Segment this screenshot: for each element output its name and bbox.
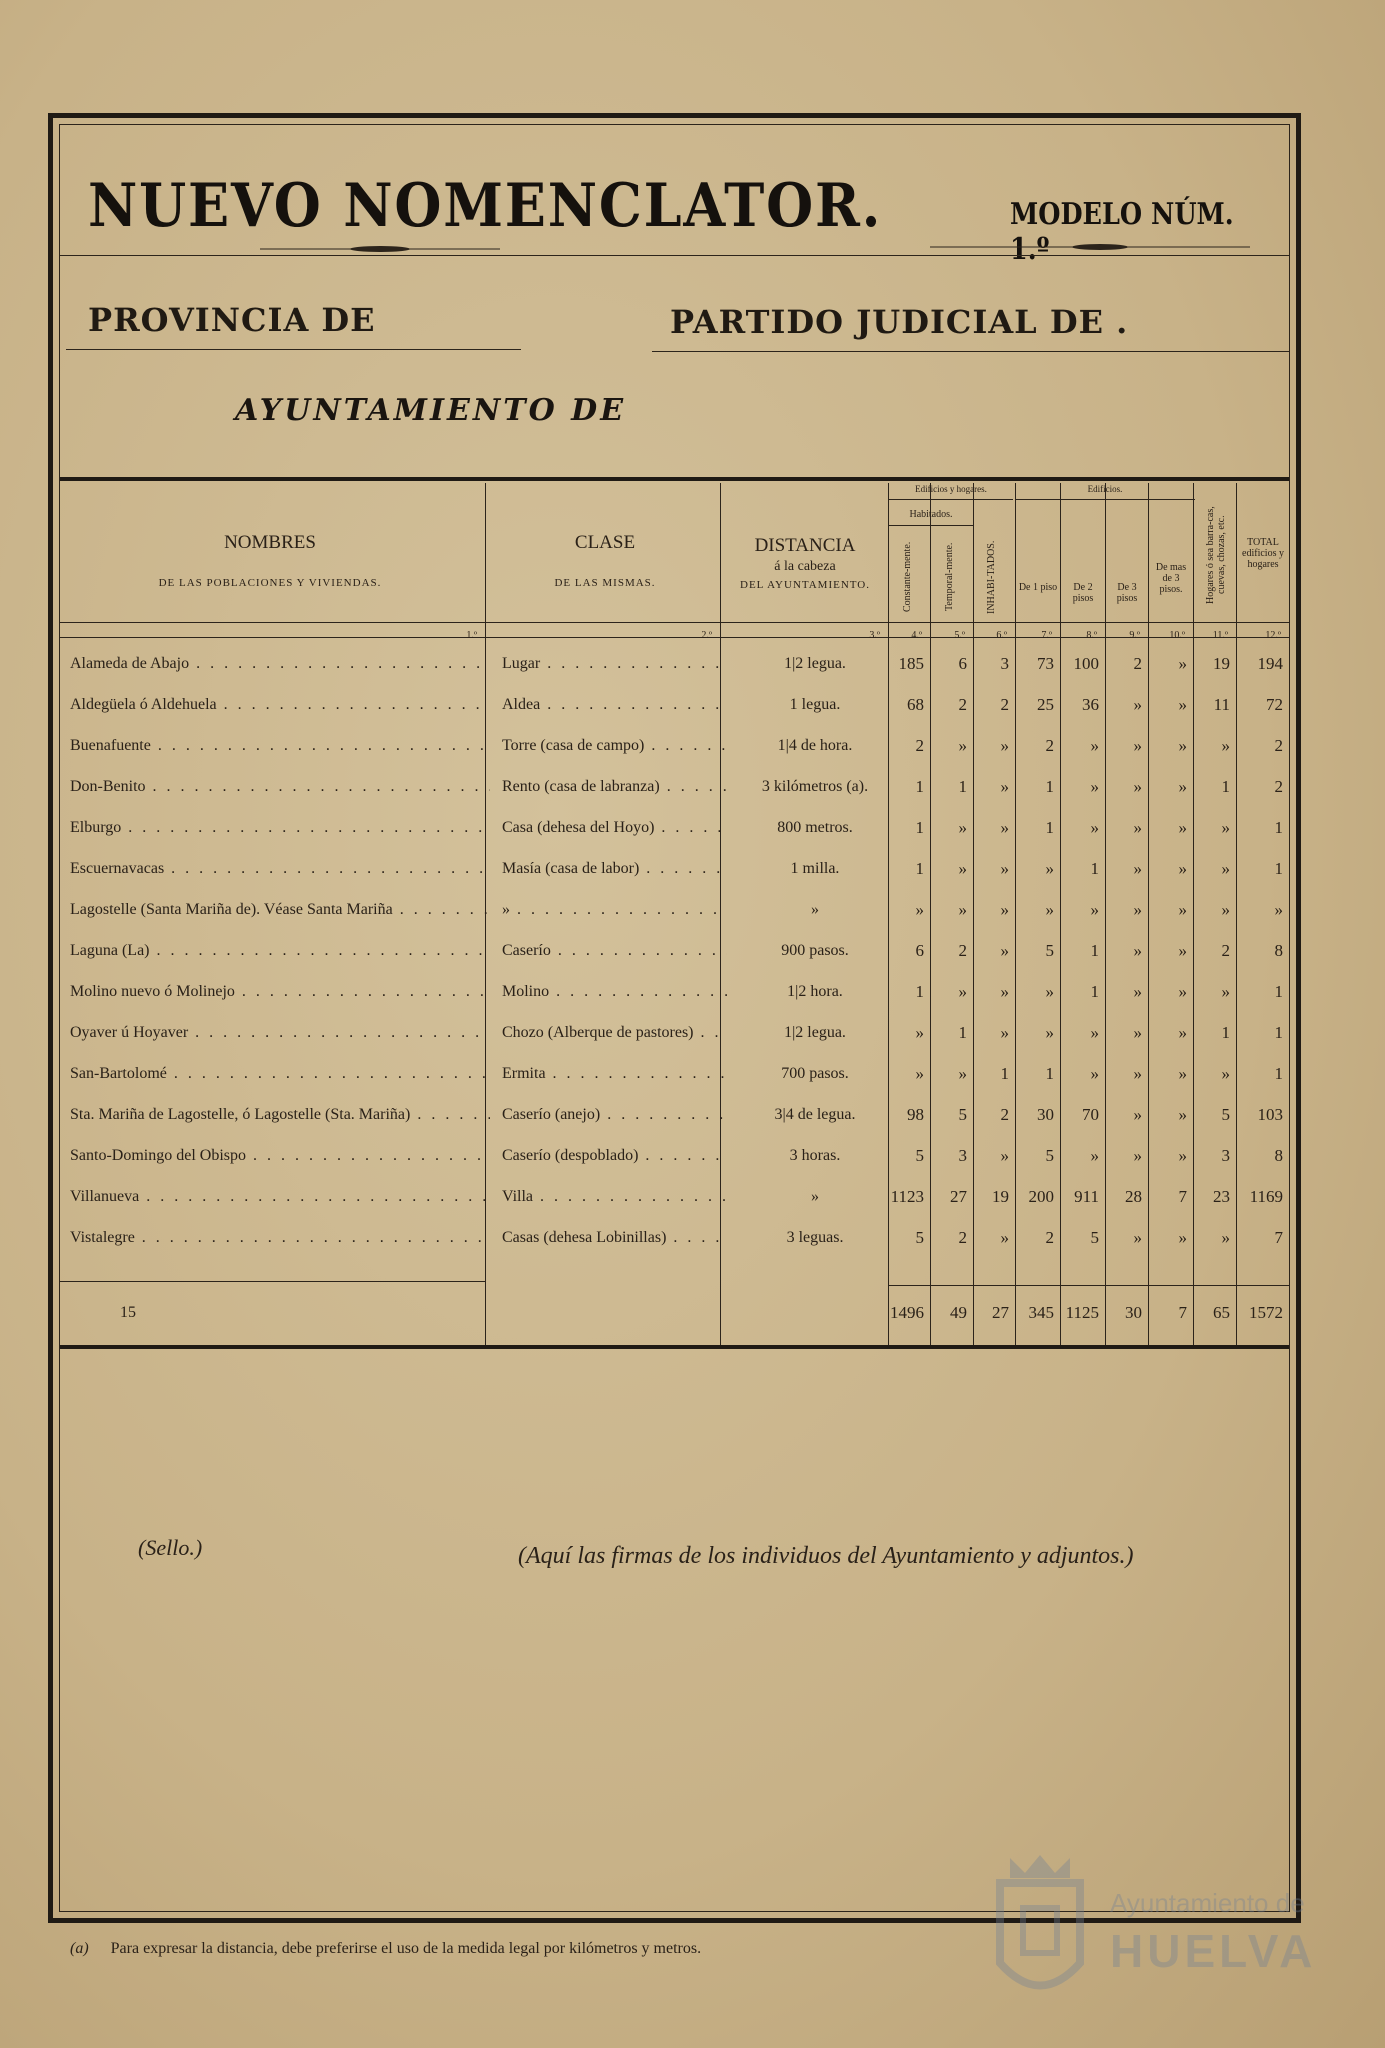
numeric-cell: » [1178,1228,1187,1247]
poblacion-clase: Torre (casa de campo) . . . [502,725,727,766]
footnote [70,1940,701,1958]
numeric-cell: 1 [958,1023,967,1042]
numeric-cell: » [958,982,967,1001]
poblacion-distancia: 3 kilómetros (a). [761,778,869,795]
column-number: 4.º [911,630,922,641]
column-number: 6.º [996,630,1007,641]
total-cell: 7 [1178,1303,1187,1322]
footnote-mark: (a) [70,1940,89,1957]
edificios-rule [1015,499,1195,500]
table-row [60,766,1289,807]
table-row [60,643,1289,684]
document-title: NUEVO NOMENCLATOR. [88,171,883,241]
partido-label: PARTIDO JUDICIAL DE . [670,303,1129,341]
totals-row [60,1292,1289,1333]
numeric-cell: 1 [1221,1023,1230,1042]
numeric-cell: 1 [1274,1064,1283,1083]
numeric-cell: » [1045,859,1054,878]
numeric-cell: 3 [1221,1146,1230,1165]
numeric-cell: » [1178,777,1187,796]
partido-rule [652,351,1289,352]
numeric-cell: » [1133,1146,1142,1165]
table-row [60,930,1289,971]
poblacion-distancia: 700 pasos. [781,1065,849,1082]
total-header: TOTAL edificios y hogares [1242,537,1284,570]
numeric-cell: 911 [1074,1187,1099,1206]
numeric-cell: 1 [1045,777,1054,796]
numeric-cell: » [1000,1228,1009,1247]
poblacion-distancia: 1|2 legua. [784,1024,846,1041]
numeric-cell: » [1133,982,1142,1001]
poblacion-name: Buenafuente . . . [70,725,490,766]
de-1-piso-header: De 1 piso [1018,582,1058,593]
numeric-cell: 185 [898,654,924,673]
poblacion-clase: Chozo (Alberque de pastores) . . . [502,1012,727,1053]
numeric-cell: » [1221,1228,1230,1247]
poblacion-name: Don-Benito . . . [70,766,490,807]
numeric-cell: 1 [1274,859,1283,878]
poblacion-distancia: 3|4 de legua. [774,1106,856,1123]
table-row [60,1135,1289,1176]
poblacion-clase: Casa (dehesa del Hoyo) . . . [502,807,727,848]
total-count: 15 [120,1304,136,1321]
numeric-cell: » [1090,900,1099,919]
poblacion-name: Elburgo . . . [70,807,490,848]
numeric-cell: » [1000,982,1009,1001]
table-bottom-rule [60,1345,1289,1349]
table-row [60,1094,1289,1135]
table-row [60,1176,1289,1217]
numeric-cell: » [915,900,924,919]
numeric-cell: 25 [1037,695,1054,714]
numeric-cell: 27 [950,1187,967,1206]
numeric-cell: » [1090,818,1099,837]
names-total-rule [60,1281,485,1282]
poblacion-name: Escuernavacas . . . [70,848,490,889]
poblacion-distancia: » [811,901,819,918]
numeric-cell: 2 [1221,941,1230,960]
numeric-cell: » [1274,900,1283,919]
column-number: 3.º [869,630,880,641]
watermark-line1: Ayuntamiento de [1110,1888,1305,1918]
total-cell: 30 [1125,1303,1142,1322]
numeric-cell: » [1133,941,1142,960]
nombres-subheader: DE LAS POBLACIONES Y VIVIENDAS. [158,577,382,589]
numeric-cell: » [1090,1023,1099,1042]
numeric-cell: 68 [907,695,924,714]
numeric-cell: 6 [958,654,967,673]
poblacion-distancia: » [811,1188,819,1205]
table-row [60,889,1289,930]
numeric-cell: » [1090,1064,1099,1083]
numeric-cell: » [1133,818,1142,837]
table-row [60,807,1289,848]
numeric-cell: » [1000,900,1009,919]
numbers-total-rule [888,1285,1289,1286]
modelo-flourish [930,243,1250,251]
numeric-cell: 2 [1133,654,1142,673]
footnote-text: Para expresar la distancia, debe preferirse el uso de la medida legal por kilómetros y metros. [110,1940,702,1957]
numeric-cell: 98 [907,1105,924,1124]
numeric-cell: » [1133,859,1142,878]
numeric-cell: » [1133,1105,1142,1124]
numeric-cell: » [1045,900,1054,919]
header-rule [60,255,1289,256]
numeric-cell: » [1000,777,1009,796]
numeric-cell: 1 [1045,1064,1054,1083]
numeric-cell: » [1178,654,1187,673]
numeric-cell: 1 [1274,1023,1283,1042]
numeric-cell: » [1000,1146,1009,1165]
total-cell: 1496 [890,1303,924,1322]
numeric-cell: » [915,1023,924,1042]
numeric-cell: » [1178,818,1187,837]
numeric-cell: 1 [1090,941,1099,960]
numeric-cell: 1169 [1249,1187,1283,1206]
numeric-cell: » [1221,1064,1230,1083]
poblacion-clase: Aldea . . . [502,684,727,725]
poblacion-name: Lagostelle (Santa Mariña de). Véase Santa Mariña . . . [70,889,490,930]
column-number: 8.º [1086,630,1097,641]
numeric-cell: 19 [1213,654,1230,673]
sello-label: (Sello.) [138,1535,203,1560]
nomenclator-table [60,477,1289,1347]
numeric-cell: » [1133,1064,1142,1083]
poblacion-distancia: 3 horas. [789,1147,841,1164]
de-2-pisos-header: De 2 pisos [1072,582,1094,604]
numeric-cell: 194 [1257,654,1283,673]
numeric-cell: 200 [1028,1187,1054,1206]
ayuntamiento-label: AYUNTAMIENTO DE [235,393,627,428]
numeric-cell: » [1045,1023,1054,1042]
poblacion-clase: Molino . . . [502,971,727,1012]
numeric-cell: 8 [1274,1146,1283,1165]
numeric-cell: 1 [1090,982,1099,1001]
provincia-label: PROVINCIA DE [88,301,376,339]
numeric-cell: » [958,736,967,755]
poblacion-name: Oyaver ú Hoyaver . . . [70,1012,490,1053]
poblacion-distancia: 3 leguas. [786,1229,844,1246]
numeric-cell: 1 [1000,1064,1009,1083]
numeric-cell: 1 [958,777,967,796]
modelo-number: MODELO NÚM. 1.º [1010,197,1234,267]
poblacion-clase: Villa . . . [502,1176,727,1217]
numeric-cell: 28 [1125,1187,1142,1206]
numeric-cell: 2 [1274,736,1283,755]
poblacion-name: Vistalegre . . . [70,1217,490,1258]
numeric-cell: 23 [1213,1187,1230,1206]
numeric-cell: 2 [1000,695,1009,714]
numeric-cell: » [1178,1146,1187,1165]
poblacion-clase: Rento (casa de labranza) . . . [502,766,727,807]
numeric-cell: 2 [1274,777,1283,796]
total-cell: 1572 [1249,1303,1283,1322]
table-row [60,848,1289,889]
constantemente-header: Constante-mente. [902,541,913,613]
numeric-cell: » [958,1064,967,1083]
numeric-cell: 7 [1274,1228,1283,1247]
hogares-barracas-header: Hogares ó sea barra-cas, cuevas, chozas, etc. [1205,506,1227,604]
poblacion-name: Alameda de Abajo . . . [70,643,490,684]
numeric-cell: 1 [915,818,924,837]
numeric-cell: 1 [1274,818,1283,837]
distancia-header: DISTANCIA [754,535,856,556]
numeric-cell: 1123 [890,1187,924,1206]
numeric-cell: » [1000,859,1009,878]
numeric-cell: » [1221,982,1230,1001]
clase-header: CLASE [574,532,636,553]
poblacion-name: Molino nuevo ó Molinejo . . . [70,971,490,1012]
numeric-cell: » [1133,1228,1142,1247]
numeric-cell: 11 [1213,695,1230,714]
numeric-cell: » [1090,777,1099,796]
numeric-cell: 6 [915,941,924,960]
column-number: 2.º [701,630,712,641]
provincia-rule [66,349,521,350]
numeric-cell: 1 [915,777,924,796]
poblacion-distancia: 1|4 de hora. [777,737,853,754]
poblacion-distancia: 800 metros. [777,819,853,836]
poblacion-distancia: 1|2 hora. [787,983,843,1000]
numeric-cell: » [1090,1146,1099,1165]
numeric-cell: 5 [915,1146,924,1165]
poblacion-distancia: 900 pasos. [781,942,849,959]
table-row [60,1053,1289,1094]
numeric-cell: 2 [1000,1105,1009,1124]
numeric-cell: 3 [958,1146,967,1165]
form-inner-border [59,124,1290,1912]
watermark [975,1848,1315,2018]
numeric-cell: 2 [1045,736,1054,755]
poblacion-clase: » . . . [502,889,727,930]
numeric-cell: 5 [915,1228,924,1247]
coat-of-arms-icon [985,1853,1095,2013]
numeric-cell: » [1178,900,1187,919]
numeric-cell: 1 [1221,777,1230,796]
numeric-cell: 2 [958,1228,967,1247]
numeric-cell: » [1221,736,1230,755]
numeric-cell: » [1178,941,1187,960]
numeric-cell: 5 [958,1105,967,1124]
numeric-cell: » [1000,1023,1009,1042]
numeric-cell: 5 [1045,1146,1054,1165]
numeric-cell: » [958,900,967,919]
table-top-rule [60,477,1289,481]
inhabitados-header: INHABI-TADOS. [986,540,997,614]
clase-subheader: DE LAS MISMAS. [554,577,656,589]
numeric-cell: 103 [1257,1105,1283,1124]
table-row [60,1217,1289,1258]
poblacion-clase: Masía (casa de labor) . . . [502,848,727,889]
column-number: 12.º [1265,630,1281,641]
header-bottom-rule [60,622,1289,623]
numeric-cell: » [1045,982,1054,1001]
numeric-cell: 5 [1221,1105,1230,1124]
numeric-cell: 2 [915,736,924,755]
table-row [60,725,1289,766]
numeric-cell: 3 [1000,654,1009,673]
poblacion-clase: Caserío (anejo) . . . [502,1094,727,1135]
numeric-cell: » [958,859,967,878]
numeric-cell: » [1178,1023,1187,1042]
numeric-cell: » [1178,1064,1187,1083]
numeric-cell: » [1000,818,1009,837]
poblacion-distancia: 1|2 legua. [784,655,846,672]
edificios-hogares-rule [888,499,1013,500]
numeric-cell: 5 [1045,941,1054,960]
poblacion-clase: Lugar . . . [502,643,727,684]
numeric-cell: 70 [1082,1105,1099,1124]
numeric-cell: » [1133,736,1142,755]
numeric-cell: » [1178,982,1187,1001]
poblacion-distancia: 1 milla. [790,860,840,877]
poblacion-name: Aldegüela ó Aldehuela . . . [70,684,490,725]
column-number: 1.º [466,630,477,641]
poblacion-name: Villanueva . . . [70,1176,490,1217]
total-cell: 345 [1028,1303,1054,1322]
form-frame [48,113,1301,1923]
habitados-rule [888,525,973,526]
poblacion-clase: Casas (dehesa Lobinillas) . . . [502,1217,727,1258]
total-cell: 27 [992,1303,1009,1322]
poblacion-clase: Ermita . . . [502,1053,727,1094]
column-number: 7.º [1041,630,1052,641]
numeric-cell: » [1178,695,1187,714]
numeric-cell: » [1133,1023,1142,1042]
numeric-cell: » [1178,736,1187,755]
firmas-label: (Aquí las firmas de los individuos del Ayuntamiento y adjuntos.) [518,1543,1134,1569]
edificios-hogares-header: Edificios y hogares. [915,484,987,494]
numeric-cell: » [958,818,967,837]
numeric-cell: » [1133,900,1142,919]
total-cell: 49 [950,1303,967,1322]
poblacion-distancia: 1 legua. [789,696,841,713]
numeric-cell: 36 [1082,695,1099,714]
numeric-cell: » [1178,1105,1187,1124]
de-mas-de-3-header: De mas de 3 pisos. [1155,562,1187,595]
numeric-cell: 7 [1178,1187,1187,1206]
watermark-line2: HUELVA [1110,1925,1317,1977]
numeric-cell: » [1178,859,1187,878]
nombres-header: NOMBRES [224,532,316,553]
numeric-cell: » [1133,777,1142,796]
numeric-cell: » [1221,818,1230,837]
de-3-pisos-header: De 3 pisos [1116,582,1138,604]
numeric-cell: 1 [1274,982,1283,1001]
numeric-cell: 2 [1045,1228,1054,1247]
table-row [60,684,1289,725]
distancia-subheader-1: á la cabeza [774,559,836,574]
edificios-header: Edificios. [1087,484,1123,494]
numeric-cell: 1 [1090,859,1099,878]
habitados-header: Habitados. [909,509,953,520]
numeric-cell: 30 [1037,1105,1054,1124]
poblacion-clase: Caserío . . . [502,930,727,971]
temporalmente-header: Temporal-mente. [944,542,955,612]
numeric-cell: » [1000,736,1009,755]
title-flourish [260,245,500,253]
column-number: 10.º [1169,630,1185,641]
poblacion-name: San-Bartolomé . . . [70,1053,490,1094]
numeric-cell: 73 [1037,654,1054,673]
numeric-cell: 1 [1045,818,1054,837]
numeric-cell: 2 [958,941,967,960]
numeric-cell: » [1221,859,1230,878]
column-number: 5.º [954,630,965,641]
numeric-cell: 1 [915,982,924,1001]
table-row [60,971,1289,1012]
poblacion-name: Santo-Domingo del Obispo . . . [70,1135,490,1176]
numeric-cell: » [915,1064,924,1083]
numeric-cell: 1 [915,859,924,878]
numeric-cell: » [1000,941,1009,960]
numeric-cell: » [1090,736,1099,755]
column-number: 11.º [1212,630,1228,641]
poblacion-name: Sta. Mariña de Lagostelle, ó Lagostelle (Sta. Mariña) . . . [70,1094,490,1135]
poblacion-clase: Caserío (despoblado) . . . [502,1135,727,1176]
numeric-cell: 8 [1274,941,1283,960]
distancia-subheader-2: DEL AYUNTAMIENTO. [740,579,870,591]
numeric-cell: 2 [958,695,967,714]
numeric-cell: » [1221,900,1230,919]
column-number: 9.º [1129,630,1140,641]
numeric-cell: 19 [992,1187,1009,1206]
numeric-cell: 5 [1090,1228,1099,1247]
table-row [60,1012,1289,1053]
numeric-cell: 72 [1266,695,1283,714]
total-cell: 65 [1213,1303,1230,1322]
numeric-cell: 100 [1073,654,1099,673]
numeric-cell: » [1133,695,1142,714]
total-cell: 1125 [1065,1303,1099,1322]
poblacion-name: Laguna (La) . . . [70,930,490,971]
